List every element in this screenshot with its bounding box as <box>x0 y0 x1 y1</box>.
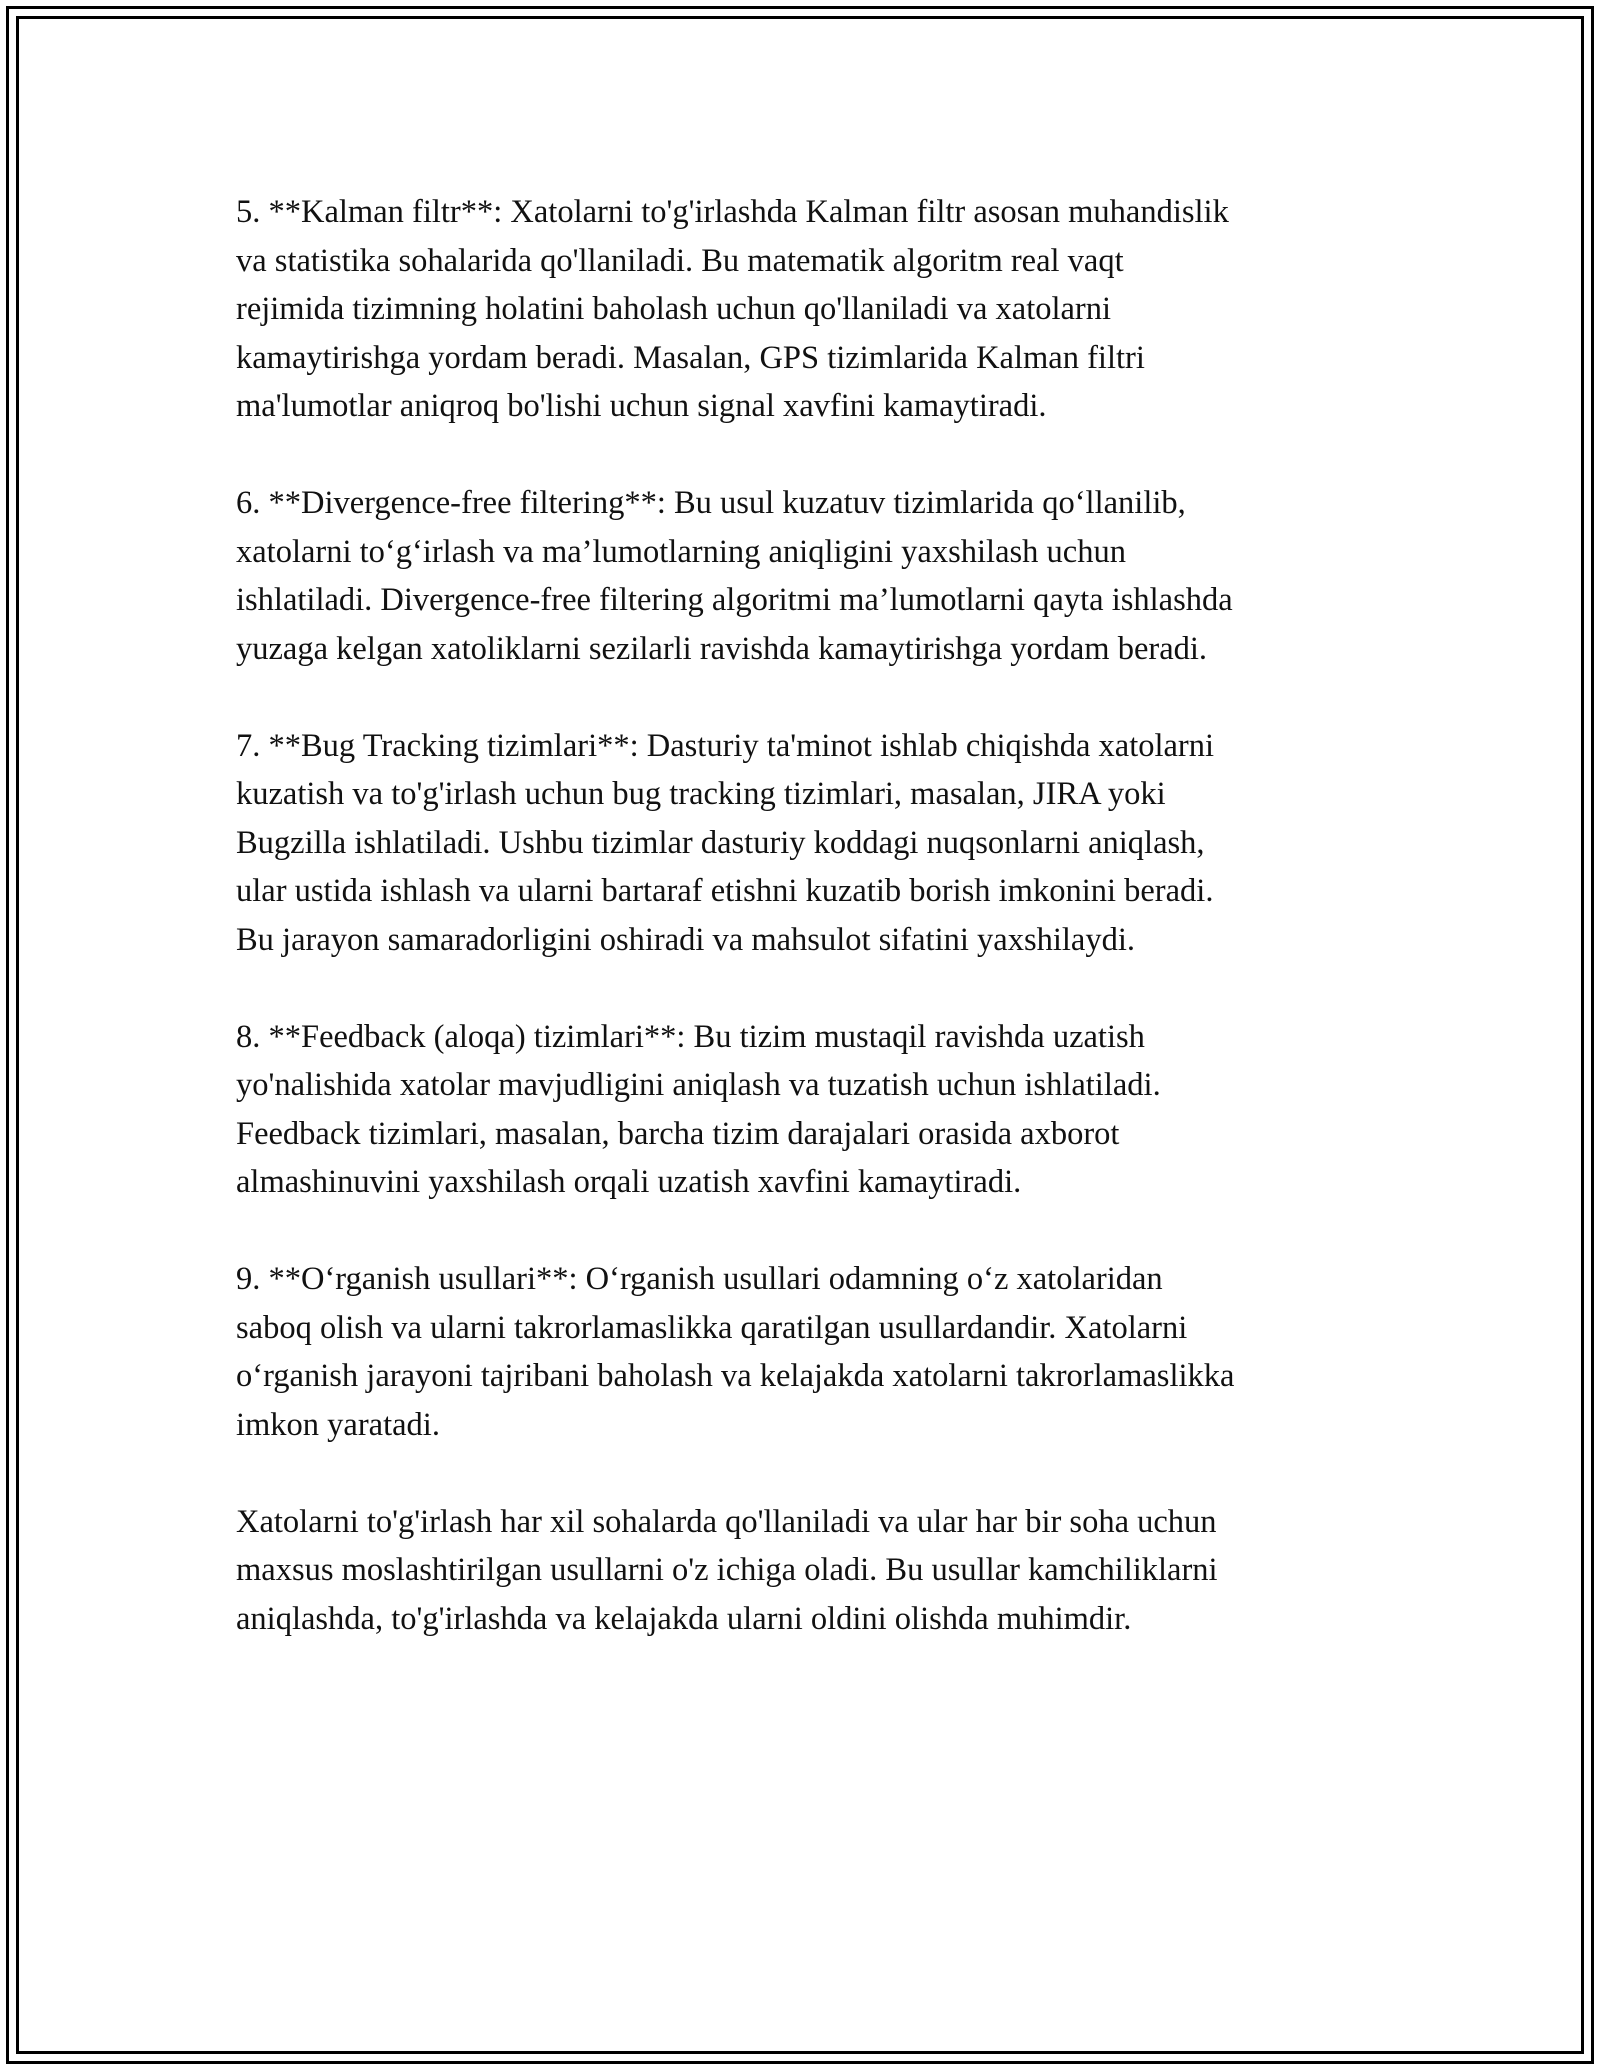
paragraph-feedback-systems: 8. **Feedback (aloqa) tizimlari**: Bu tizim mustaqil ravishda uzatish yo'nalishida xatolar mavjudligini aniqlash va tuzatish uchun ishlatiladi. Feedback tizimlari, masalan, barcha tizim darajalari orasida axborot almashinuvini yaxshilash orqali uzatish xavfini kamaytiradi. <box>236 1018 1161 1200</box>
paragraph-divergence-free-filtering: 6. **Divergence-free filtering**: Bu usul kuzatuv tizimlarida qo‘llanilib, xatolarni to‘g‘irlash va ma’lumotlarning aniqligini yaxshilash uchun ishlatiladi. Divergence-free filtering algoritmi ma’lumotlarni qayta ishlashda yuzaga kelgan xatoliklarni sezilarli ravishda kamaytirishga yordam beradi. <box>236 485 1233 667</box>
paragraph-kalman-filter: 5. **Kalman filtr**: Xatolarni to'g'irlashda Kalman filtr asosan muhandislik va statistika sohalarida qo'llaniladi. Bu matematik algoritm real vaqt rejimida tizimning holatini baholash uchun qo'llaniladi va xatolarni kamaytirishga yordam beradi. Masalan, GPS tizimlarida Kalman filtri ma'lumotlar aniqroq bo'lishi uchun signal xavfini kamaytiradi. <box>236 194 1229 424</box>
paragraph-bug-tracking: 7. **Bug Tracking tizimlari**: Dasturiy ta'minot ishlab chiqishda xatolarni kuzatish va to'g'irlash uchun bug tracking tizimlari, masalan, JIRA yoki Bugzilla ishlatiladi. Ushbu tizimlar dasturiy koddagi nuqsonlarni aniqlash, ular ustida ishlash va ularni bartaraf etishni kuzatib borish imkonini beradi. Bu jarayon samaradorligini oshiradi va mahsulot sifatini yaxshilaydi. <box>236 727 1215 958</box>
document-body <box>236 188 1376 1692</box>
paragraph-learning-methods: 9. **O‘rganish usullari**: O‘rganish usullari odamning o‘z xatolaridan saboq olish va ularni takrorlamaslikka qaratilgan usullardandir. Xatolarni o‘rganish jarayoni tajribani baholash va kelajakda xatolarni takrorlamaslikka imkon yaratadi. <box>236 1261 1235 1443</box>
paragraph-conclusion: Xatolarni to'g'irlash har xil sohalarda qo'llaniladi va ular har bir soha uchun maxsus moslashtirilgan usullarni o'z ichiga oladi. Bu usullar kamchiliklarni aniqlashda, to'g'irlashda va kelajakda ularni oldini olishda muhimdir. <box>236 1503 1218 1637</box>
